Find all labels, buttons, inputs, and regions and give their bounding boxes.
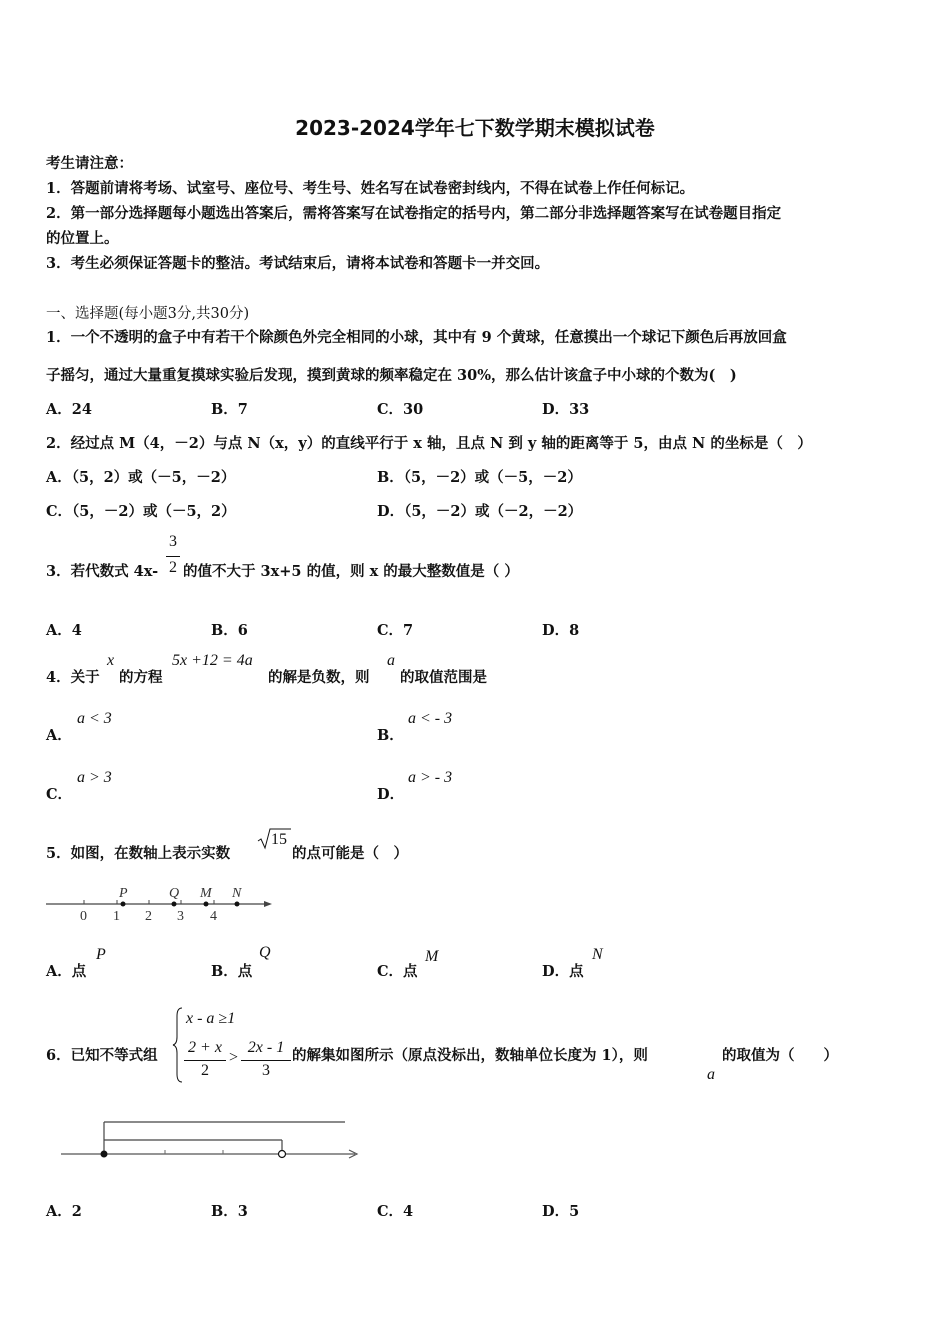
q5-point-n	[235, 902, 240, 907]
q4-option-c-math: a > 3	[77, 769, 112, 786]
q5-point-q	[172, 902, 177, 907]
q6-frac2-numerator: 2x - 1	[247, 1039, 285, 1056]
notice-item-2: 2．第一部分选择题每小题选出答案后，需将答案写在试卷指定的括号内，第二部分非选择题答案写在试卷题目指定	[46, 205, 782, 222]
q3-option-b: B．6	[211, 622, 248, 639]
q2-option-b: B．（5，－2）或（－5，－2）	[377, 469, 582, 486]
q6-frac1-denominator: 2	[201, 1062, 209, 1079]
q5-option-d: D．点	[542, 963, 584, 980]
q2-option-d: D．（5，－2）或（－2，－2）	[377, 503, 583, 520]
q6-stem-mid: 的解集如图所示（原点没标出，数轴单位长度为 1），则	[292, 1047, 648, 1064]
q4-stem-part3: 的解是负数，则	[268, 669, 370, 686]
q4-option-d-math: a > - 3	[408, 769, 453, 786]
notice-heading: 考生请注意：	[46, 155, 133, 172]
q4-var-x: x	[107, 652, 115, 669]
q5-option-d-var: N	[592, 946, 603, 963]
q5-stem: 5．如图，在数轴上表示实数	[46, 845, 231, 862]
q1-stem-line2: 子摇匀，通过大量重复摸球实验后发现，摸到黄球的频率稳定在 30%，那么估计该盒子中小球的个数为( )	[46, 367, 737, 384]
q5-option-c: C．点	[377, 963, 418, 980]
q4-stem-part4: 的取值范围是	[400, 669, 487, 686]
q5-number-line	[40, 880, 280, 928]
q5-point-m	[204, 902, 209, 907]
q5-axis-arrow-icon	[264, 901, 272, 907]
q4-stem-part2: 的方程	[119, 669, 163, 686]
q4-option-b-label: B．	[377, 727, 404, 744]
q6-option-c: C．4	[377, 1203, 414, 1220]
notice-item-2-cont: 的位置上。	[46, 230, 119, 247]
q6-frac1-numerator: 2 + x	[188, 1039, 222, 1056]
q5-point-label-q: Q	[169, 886, 180, 901]
q5-point-p	[121, 902, 126, 907]
q6-solid-point	[101, 1151, 108, 1158]
q1-option-d: D．33	[542, 401, 590, 418]
q2-option-c: C．（5，－2）或（－5，2）	[46, 503, 236, 520]
q3-option-d: D．8	[542, 622, 580, 639]
q1-option-b: B．7	[211, 401, 248, 418]
q6-frac2-denominator: 3	[262, 1062, 270, 1079]
exam-title: 2023-2024学年七下数学期末模拟试卷	[295, 116, 655, 140]
q6-brace	[172, 1006, 184, 1084]
section-heading: 一、选择题(每小题3分,共30分)	[46, 306, 250, 322]
q5-option-c-var: M	[425, 948, 439, 965]
q5-tick-label-2: 2	[145, 909, 152, 924]
q5-tick-label-3: 3	[177, 909, 184, 924]
q3-frac-numerator: 3	[169, 533, 177, 550]
q2-option-a: A．（5，2）或（－5，－2）	[46, 469, 236, 486]
q4-option-c-label: C．	[46, 786, 73, 803]
q4-var-a: a	[387, 652, 395, 669]
q5-point-label-m: M	[200, 886, 212, 901]
q2-stem: 2．经过点 M（4，－2）与点 N（x，y）的直线平行于 x 轴，且点 N 到 y 轴的距离等于 5，由点 N 的坐标是（ ）	[46, 435, 812, 452]
q6-option-d: D．5	[542, 1203, 580, 1220]
q4-stem-part1: 4．关于	[46, 669, 100, 686]
q1-option-c: C．30	[377, 401, 424, 418]
q5-tick-label-0: 0	[80, 909, 87, 924]
q5-sqrt-value: 15	[271, 831, 287, 848]
q5-tick-label-4: 4	[210, 909, 217, 924]
q5-option-a: A．点	[46, 963, 87, 980]
q6-hollow-point	[279, 1151, 286, 1158]
q6-stem: 6．已知不等式组	[46, 1047, 158, 1064]
q6-inequality-1: x - a ≥1	[186, 1010, 236, 1027]
q4-option-b-math: a < - 3	[408, 710, 453, 727]
q1-stem-line1: 1．一个不透明的盒子中有若干个除颜色外完全相同的小球，其中有 9 个黄球，任意摸出一个球记下颜色后再放回盒	[46, 329, 787, 346]
q6-solution-diagram	[55, 1110, 375, 1170]
q6-option-a: A．2	[46, 1203, 82, 1220]
q3-option-c: C．7	[377, 622, 414, 639]
q6-frac1-bar	[184, 1060, 226, 1061]
q6-frac2-bar	[241, 1060, 291, 1061]
q5-option-b: B．点	[211, 963, 253, 980]
q6-stem-end: 的取值为（ ）	[722, 1047, 838, 1064]
q4-equation: 5x +12 = 4a	[172, 652, 253, 669]
q5-tick-label-1: 1	[113, 909, 120, 924]
q6-option-b: B．3	[211, 1203, 248, 1220]
q6-greater-than: >	[229, 1049, 239, 1066]
q5-point-label-p: P	[119, 886, 128, 901]
q3-option-a: A．4	[46, 622, 82, 639]
q5-point-label-n: N	[232, 886, 242, 901]
q3-frac-bar	[166, 556, 180, 557]
q4-option-a-math: a < 3	[77, 710, 112, 727]
q3-stem-suffix: 的值不大于 3x+5 的值，则 x 的最大整数值是（ ）	[183, 563, 519, 580]
q6-var-a: a	[707, 1066, 715, 1083]
q3-stem-prefix: 3．若代数式 4x-	[46, 563, 159, 580]
q1-option-a: A．24	[46, 401, 92, 418]
q3-frac-denominator: 2	[169, 559, 177, 576]
notice-item-1: 1．答题前请将考场、试室号、座位号、考生号、姓名写在试卷密封线内，不得在试卷上作任何标记。	[46, 180, 695, 197]
q4-option-a-label: A．	[46, 727, 72, 744]
q4-option-d-label: D．	[377, 786, 405, 803]
notice-item-3: 3．考生必须保证答题卡的整洁。考试结束后，请将本试卷和答题卡一并交回。	[46, 255, 550, 272]
q5-option-b-var: Q	[259, 944, 271, 961]
q5-option-a-var: P	[96, 946, 106, 963]
q5-stem-end: 的点可能是（ ）	[292, 845, 408, 862]
